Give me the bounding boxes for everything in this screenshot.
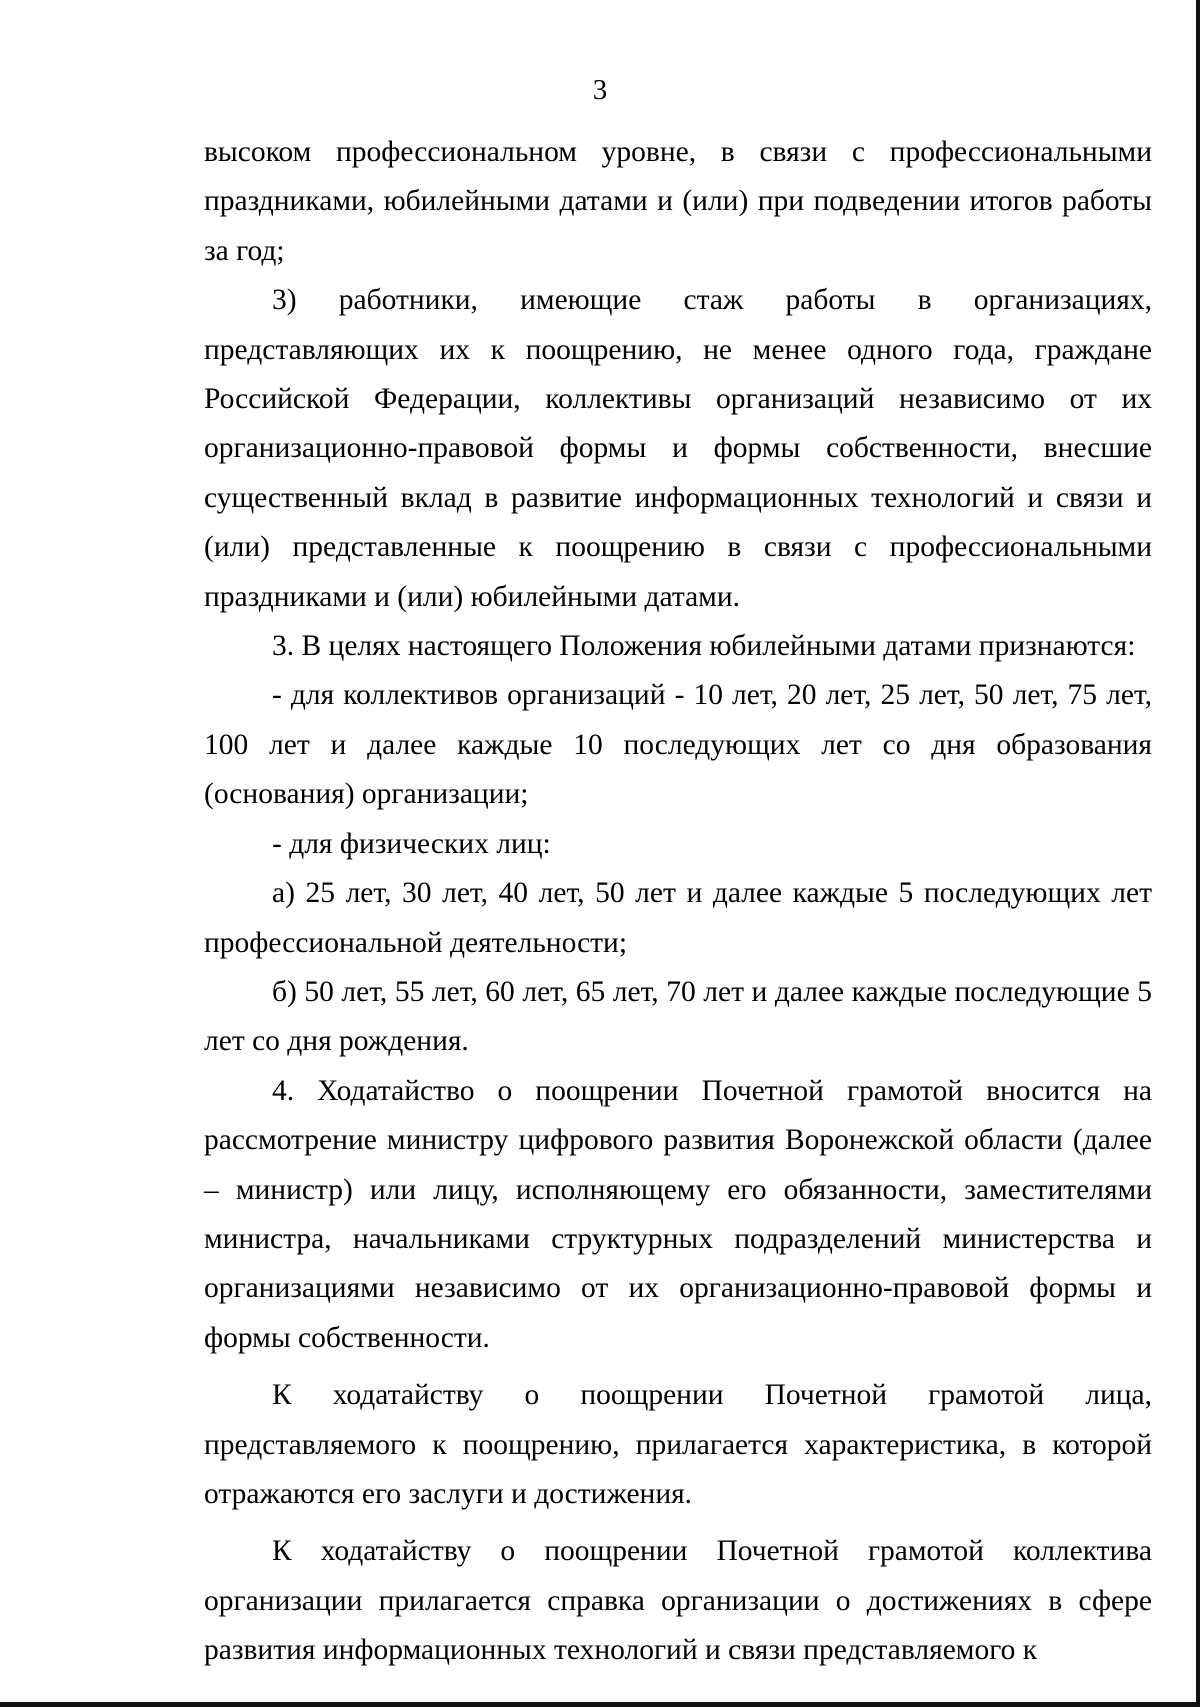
paragraph-section-3: 3. В целях настоящего Положения юбилейными датами признаются: [272,630,1136,663]
paragraph-section-4: 4. Ходатайство о поощрении Почетной грамотой вносится на рассмотрение министру цифрового развития Воронежской области (далее – министр) или лицу, исполняющему его обязанности, заместителями министра, начальниками структурных подразделений министерства и организациями независимо от их организационно-правовой формы и формы собственности. [204,1074,1152,1354]
paragraph-continuation: высоком профессиональном уровне, в связи с профессиональными праздниками, юбилейными датами и (или) при подведении итогов работы за год; [204,136,1152,267]
paragraph-individuals: - для физических лиц: [272,827,551,860]
scan-border-right [1196,0,1200,1707]
paragraph-person-petition: К ходатайству о поощрении Почетной грамотой лица, представляемого к поощрению, прилагается характеристика, в которой отражаются его заслуги и достижения. [204,1379,1152,1510]
scan-border-bottom [0,1702,1200,1707]
paragraph-subitem-a: а) 25 лет, 30 лет, 40 лет, 50 лет и далее каждые 5 последующих лет профессиональной деятельности; [204,877,1152,959]
paragraph-collective-petition: К ходатайству о поощрении Почетной грамотой коллектива организации прилагается справка организации о достижениях в сфере развития информационных технологий и связи представляемого к [204,1535,1152,1667]
paragraph-subitem-b: б) 50 лет, 55 лет, 60 лет, 65 лет, 70 лет и далее каждые последующие 5 лет со дня рождения. [204,975,1152,1058]
page-number: 3 [592,74,608,106]
document-body [204,128,1152,1676]
paragraph-collectives: - для коллективов организаций - 10 лет, 20 лет, 25 лет, 50 лет, 75 лет, 100 лет и далее каждые 10 последующих лет со дня образования (основания) организации; [204,679,1152,811]
paragraph-item-3: 3) работники, имеющие стаж работы в организациях, представляющих их к поощрению, не менее одного года, граждане Российской Федерации, коллективы организаций независимо от их организационно-правовой формы и формы собственности, внесшие существенный вклад в развитие информационных технологий и связи и (или) представленные к поощрению в связи с профессиональными праздниками и (или) юбилейными датами. [204,284,1152,613]
